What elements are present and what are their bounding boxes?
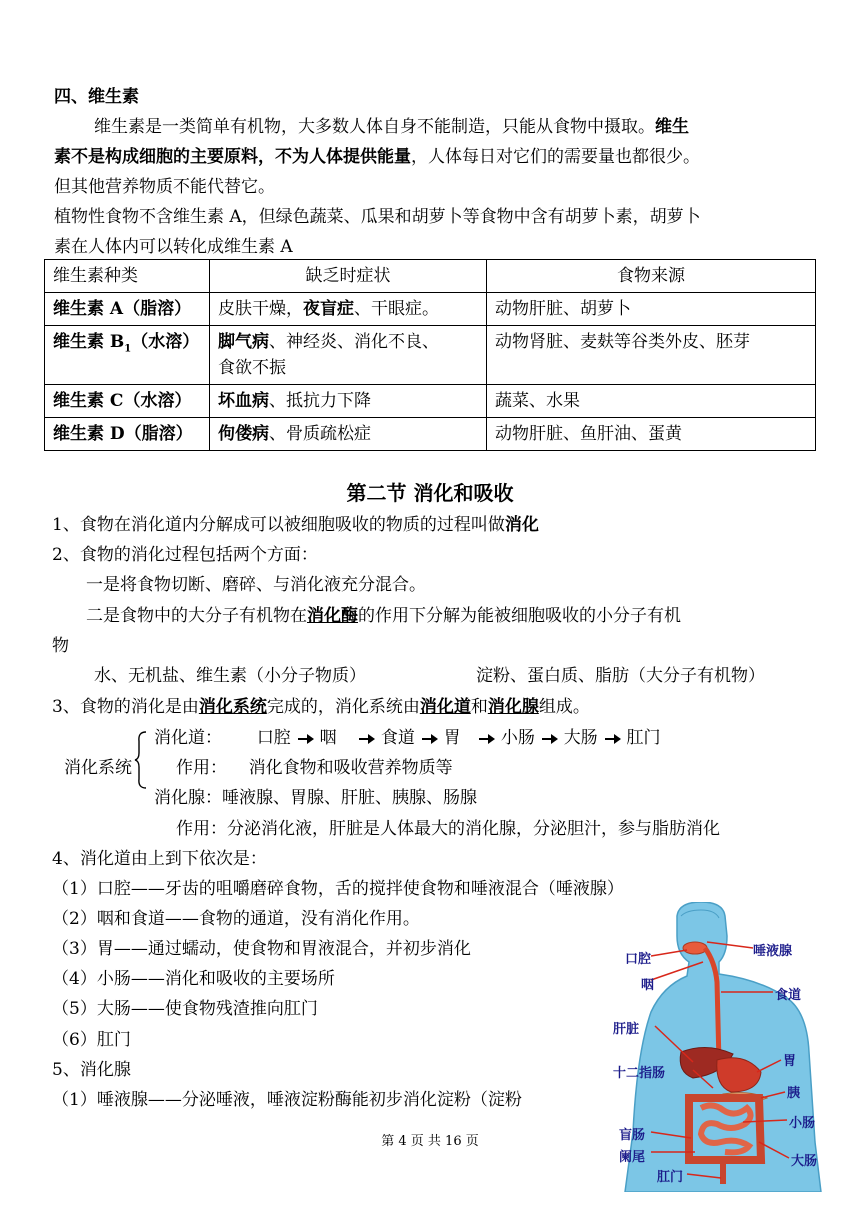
figure-label: 盲肠 [619,1128,646,1143]
text-run: 二是食物中的大分子有机物在 [86,606,307,626]
figure-label: 阑尾 [619,1150,646,1165]
bold-run: 消化腺 [487,697,539,717]
gland-function: 作用：分泌消化液，肝脏是人体最大的消化腺，分泌胆汁，参与脂肪消化 [176,819,720,839]
text-run: 1、食物在消化道内分解成可以被细胞吸收的物质的过程叫做 [52,515,505,535]
text-run: 食欲不振 [218,358,286,378]
paragraph-line: 淀粉、蛋白质、脂肪（大分子有机物） [476,666,765,686]
bold-run: 消化道 [419,697,471,717]
figure-label: 口腔 [625,952,652,967]
source-cell: 蔬菜、水果 [487,385,816,418]
paragraph-line: 水、无机盐、维生素（小分子物质） [94,666,366,686]
paragraph-line: 物 [52,636,69,656]
bold-run: 维生 [655,117,689,137]
source-cell: 动物肾脏、麦麸等谷类外皮、胚芽 [487,326,816,385]
tract-item: 食道 [380,728,415,748]
figure-label: 十二指肠 [613,1066,666,1081]
arrow-right-icon [605,738,619,740]
paragraph-line: 4、消化道由上到下依次是： [52,849,267,869]
text-run: 组成。 [538,697,590,717]
paragraph-line [86,605,681,627]
bold-run: 素不是构成细胞的主要原料，不为人体提供能量 [54,147,411,167]
list-item: （2）咽和食道——食物的通道，没有消化作用。 [52,909,420,929]
tract-label: 消化道： [154,728,222,748]
text-run: 的作用下分解为能被细胞吸收的小分子有机 [358,606,681,626]
table-header: 维生素种类 [45,260,210,293]
figure-label: 咽 [641,978,655,993]
vitamin-name: 维生素 A（脂溶） [45,293,210,326]
text-run: 、骨质疏松症 [269,424,371,444]
list-item: （6）肛门 [52,1030,131,1050]
section-title: 第二节 消化和吸收 [346,481,514,505]
symptom-cell [210,418,487,451]
arrow-right-icon [298,738,312,740]
tract-function: 作用： 消化食物和吸收营养物质等 [176,758,453,778]
text-run: 维生素 B [53,332,125,352]
paragraph-line [94,116,689,138]
arrow-right-icon [359,738,373,740]
tract-item: 小肠 [500,728,535,748]
system-label: 消化系统 [64,758,132,778]
figure-label: 大肠 [791,1154,818,1169]
bold-run: 消化系统 [198,697,267,717]
table-row [45,385,816,418]
figure-label: 食道 [775,988,802,1003]
section-heading: 四、维生素 [54,87,139,107]
tract-item: 胃 [443,728,461,748]
tract-item: 大肠 [563,728,598,748]
paragraph-line [52,514,539,536]
list-item: （3）胃——通过蠕动，使食物和胃液混合，并初步消化 [52,939,471,959]
paragraph-line: 5、消化腺 [52,1060,131,1080]
tract-item: 咽 [319,728,337,748]
text-run: 维生素是一类简单有机物，大多数人体自身不能制造，只能从食物中摄取。 [94,117,655,137]
vitamin-table [44,259,816,451]
bold-run: 夜盲症 [303,299,354,319]
list-item: （1）口腔——牙齿的咀嚼磨碎食物，舌的搅拌使食物和唾液混合（唾液腺） [52,879,624,899]
table-header: 食物来源 [487,260,816,293]
table-header: 缺乏时症状 [210,260,487,293]
figure-label: 胃 [783,1054,797,1069]
text-run: 、神经炎、消化不良、 [269,332,439,352]
tract-item: 口腔 [256,728,291,748]
paragraph-line: 一是将食物切断、磨碎、与消化液充分混合。 [86,575,426,595]
symptom-cell [210,293,487,326]
text-run: 、抵抗力下降 [269,391,371,411]
figure-label: 胰 [787,1086,801,1101]
figure-label: 肛门 [657,1170,684,1185]
vitamin-name: 维生素 C（水溶） [45,385,210,418]
source-cell: 动物肝脏、鱼肝油、蛋黄 [487,418,816,451]
brace-icon [134,731,148,789]
figure-label: 小肠 [789,1116,816,1131]
bold-run: 坏血病 [218,391,269,411]
list-item: （4）小肠——消化和吸收的主要场所 [52,969,335,989]
bold-run: 脚气病 [218,332,269,352]
paragraph-line: 但其他营养物质不能代替它。 [54,177,275,197]
table-row [45,418,816,451]
symptom-cell [210,326,487,385]
subscript: 1 [124,343,132,355]
text-run: 、干眼症。 [354,299,439,319]
paragraph-line [52,696,590,718]
table-row [45,293,816,326]
figure-label: 唾液腺 [753,944,793,959]
tract-row [154,727,661,749]
paragraph-line [54,146,700,168]
list-item: （1）唾液腺——分泌唾液，唾液淀粉酶能初步消化淀粉（淀粉 [52,1090,522,1110]
text-run: （水溶） [131,332,200,352]
text-run: 皮肤干燥， [218,299,303,319]
text-run: ，人体每日对它们的需要量也都很少。 [411,147,700,167]
bold-run: 佝偻病 [218,424,269,444]
source-cell: 动物肝脏、胡萝卜 [487,293,816,326]
text-run: 3、食物的消化是由 [52,697,199,717]
text-run: 和 [470,697,488,717]
table-row [45,326,816,385]
page-footer: 第 4 页 共 16 页 [381,1134,479,1149]
tract-item: 肛门 [626,728,661,748]
symptom-cell [210,385,487,418]
bold-run: 消化酶 [307,606,358,626]
arrow-right-icon [479,738,493,740]
figure-label: 肝脏 [613,1022,640,1037]
table-header-row [45,260,816,293]
vitamin-name: 维生素 D（脂溶） [45,418,210,451]
paragraph-line: 植物性食物不含维生素 A，但绿色蔬菜、瓜果和胡萝卜等食物中含有胡萝卜素，胡萝卜 [54,207,701,227]
list-item: （5）大肠——使食物残渣推向肛门 [52,999,318,1019]
arrow-right-icon [422,738,436,740]
vitamin-name [45,326,210,385]
text-run: 完成的，消化系统由 [266,697,420,717]
paragraph-line: 素在人体内可以转化成维生素 A [54,237,293,257]
gland-row: 消化腺：唾液腺、胃腺、肝脏、胰腺、肠腺 [154,788,477,808]
bold-run: 消化 [504,515,539,535]
arrow-right-icon [542,738,556,740]
paragraph-line: 2、食物的消化过程包括两个方面： [52,545,318,565]
